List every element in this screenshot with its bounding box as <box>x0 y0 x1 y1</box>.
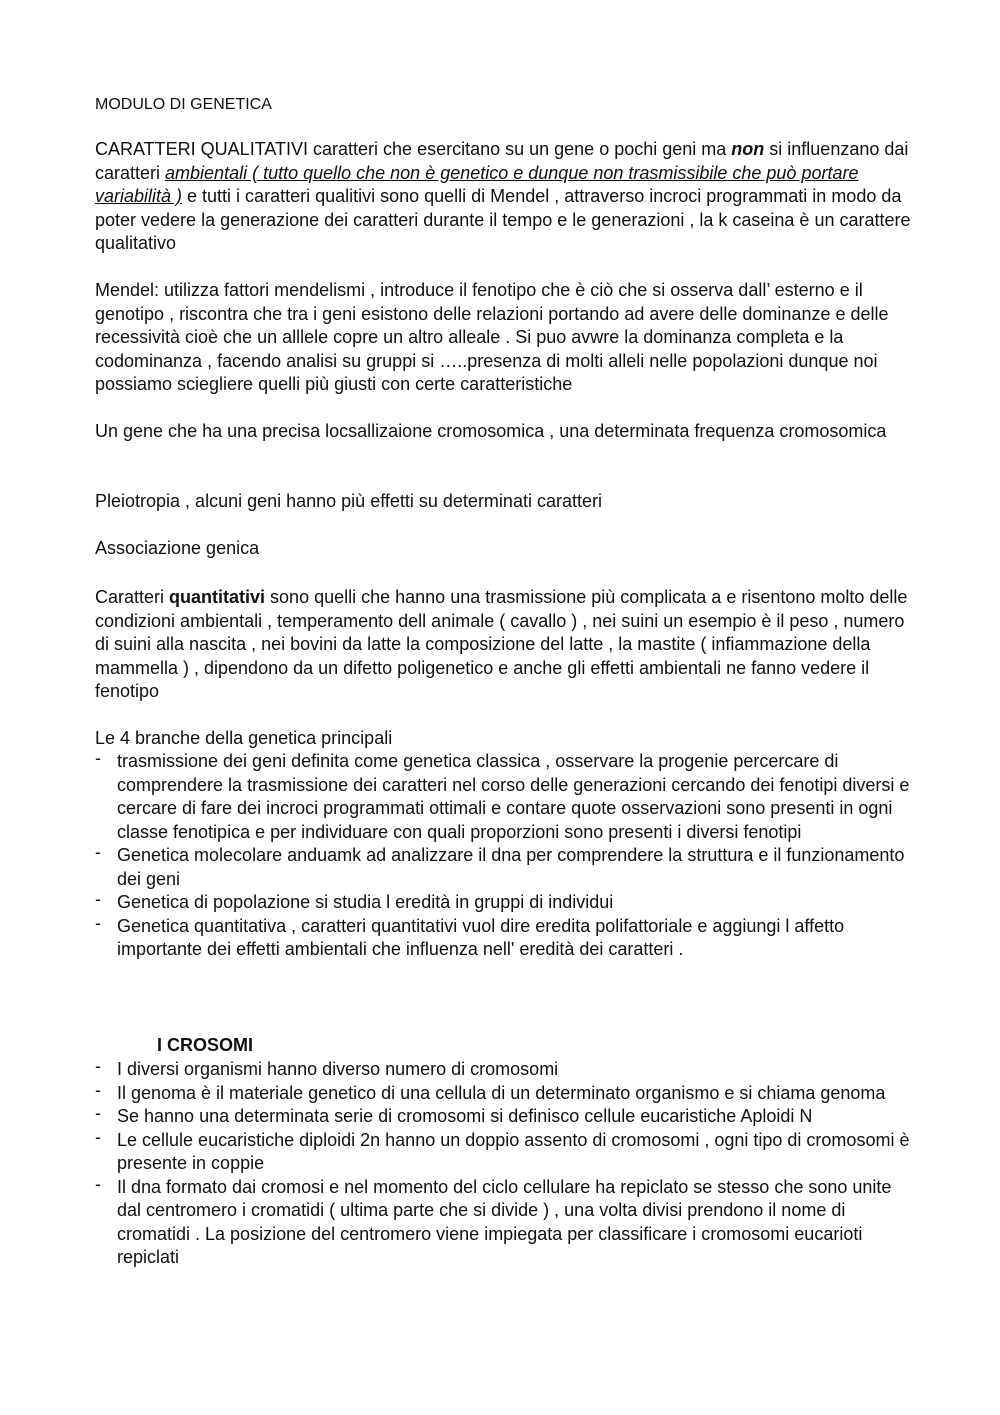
dash-bullet: - <box>95 1079 101 1100</box>
list-item-text: Genetica di popolazione si studia l eredità in gruppi di individui <box>117 892 614 912</box>
dash-bullet: - <box>95 1103 101 1123</box>
paragraph-quantitativi <box>95 586 915 704</box>
list-item <box>95 891 915 915</box>
dash-bullet: - <box>95 1173 101 1194</box>
list-item-text: Il dna formato dai cromosi e nel momento del ciclo cellulare ha repiclato se stesso che sono unite dal centromero i cromatidi ( ultima parte che si divide ) , una volta divisi prendono il nome di cromatidi . La posizione del centromero viene impiegata per classificare i cromosomi eucarioti repiclati <box>117 1176 892 1267</box>
list-item-text: Genetica molecolare anduamk ad analizzare il dna per comprendere la struttura e il funzionamento dei geni <box>117 845 905 889</box>
paragraph-quantitativi-bold: quantitativi <box>169 587 266 607</box>
paragraph-qualitativi-text-e: e tutti i caratteri qualitivi sono quelli di Mendel , attraverso incroci programmati in modo da poter vedere la generazione dei caratteri durante il tempo e le generazioni , la k caseina è un carattere qualitativo <box>95 186 911 253</box>
paragraph-mendel: Mendel: utilizza fattori mendelismi , introduce il fenotipo che è ciò che si osserva dall’ esterno e il genotipo , riscontra che tra i geni esistono delle relazioni portando ad avere delle dominanze e delle recessività cioè che un alllele copre un altro alleale . Si puo avwre la dominanza completa e la codominanza , facendo analisi su gruppi si …..presenza di molti alleli nelle popolazioni dunque noi possiamo sciegliere quelli più giusti con certe caratteristiche <box>95 280 889 394</box>
list-item <box>95 1173 915 1270</box>
list-item <box>95 912 915 962</box>
branches-list <box>95 750 915 962</box>
dash-bullet: - <box>95 1056 101 1076</box>
dash-bullet: - <box>95 1126 101 1147</box>
paragraph-qualitativi-text-a: CARATTERI QUALITATIVI caratteri che esercitano su un gene o pochi geni ma <box>95 139 732 159</box>
paragraph-quantitativi-text-a: Caratteri <box>95 587 170 607</box>
list-item-text: trasmissione dei geni definita come genetica classica , osservare la progenie percercare di comprendere la trasmissione dei caratteri nel corso delle generazioni cercando dei fenotipi diversi e cercare di fare dei incroci programmati ottimali e contare quote osservazioni sono presenti in ogni classe fenotipica e per individuare con quali proporzioni sono presenti i diversi fenotipi <box>117 751 910 842</box>
list-item-text: Le cellule eucaristiche diploidi 2n hanno un doppio assento di cromosomi , ogni tipo di cromosomi è presente in coppie <box>117 1129 910 1173</box>
paragraph-associazione: Associazione genica <box>95 538 260 558</box>
paragraph-qualitativi-underlined: ambientali ( tutto quello che non è genetico e dunque non trasmissibile che può portare variabilità ) <box>95 162 859 206</box>
dash-bullet: - <box>95 889 101 909</box>
branches-intro: Le 4 branche della genetica principali <box>95 728 393 748</box>
list-item <box>95 1126 915 1176</box>
paragraph-gene-locus: Un gene che ha una precisa locsallizaione cromosomica , una determinata frequenza cromosomica <box>95 421 887 441</box>
list-item <box>95 1058 915 1082</box>
paragraph-qualitativi-text-c: si influenzano dai caratteri <box>95 139 909 183</box>
paragraph-quantitativi-text-c: sono quelli che hanno una trasmissione più complicata a e risentono molto delle condizioni ambientali , temperamento dell animale ( cavallo ) , nei suini un esempio è il peso , numero di suini alla nascita , nei bovini da latte la composizione del latte , la mastite ( infiammazione della mammella ) , dipendono da un difetto poligenetico e anche gli effetti ambientali ne fanno vedere il fenotipo <box>95 587 908 701</box>
paragraph-pleiotropia: Pleiotropia , alcuni geni hanno più effetti su determinati caratteri <box>95 491 602 511</box>
paragraph-qualitativi <box>95 138 915 256</box>
list-item <box>95 844 915 891</box>
list-item-text: Genetica quantitativa , caratteri quantitativi vuol dire eredita polifattoriale e aggiungi l affetto importante dei effetti ambientali che influenza nell' eredità dei caratteri . <box>117 915 845 959</box>
list-item <box>95 750 915 844</box>
list-item <box>95 1079 915 1106</box>
crosomi-list <box>95 1058 915 1270</box>
dash-bullet: - <box>95 912 101 933</box>
dash-bullet: - <box>95 842 101 862</box>
paragraph-qualitativi-emphasis: non <box>731 139 765 159</box>
list-item <box>95 1105 915 1129</box>
list-item-text: Il genoma è il materiale genetico di una cellula di un determinato organismo e si chiama genoma <box>117 1082 886 1103</box>
crosomi-heading: I CROSOMI <box>157 1035 254 1055</box>
dash-bullet: - <box>95 748 101 768</box>
list-item-text: I diversi organismi hanno diverso numero di cromosomi <box>117 1059 559 1079</box>
list-item-text: Se hanno una determinata serie di cromosomi si definisco cellule eucaristiche Aploidi N <box>117 1106 813 1126</box>
document-title: MODULO DI GENETICA <box>95 96 272 113</box>
